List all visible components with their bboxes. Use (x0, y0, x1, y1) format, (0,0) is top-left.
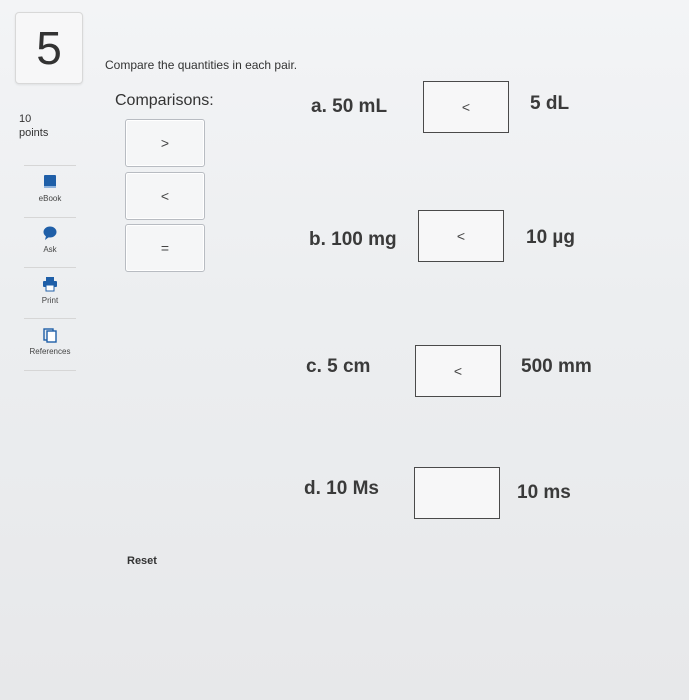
print-label: Print (41, 296, 59, 305)
references-icon (42, 327, 58, 343)
question-number-box (15, 12, 83, 84)
pair-c-left-value: 5 cm (327, 356, 371, 377)
print-button[interactable] (18, 276, 82, 320)
pair-b-left (309, 229, 397, 251)
sidebar-divider (24, 370, 76, 371)
pair-b-drop-zone[interactable]: < (418, 210, 504, 262)
pair-d-drop-zone[interactable] (414, 467, 500, 519)
points-value: 10 (19, 113, 32, 125)
pair-d-right-value: 10 ms (517, 482, 571, 503)
token-less-than[interactable]: < (125, 172, 205, 220)
ebook-label: eBook (38, 194, 62, 203)
book-icon (42, 174, 58, 190)
pair-b-right-value: 10 µg (526, 227, 575, 248)
pair-a-drop-zone[interactable]: < (423, 81, 509, 133)
pair-d-left-value: 10 Ms (326, 478, 379, 499)
ask-label: Ask (43, 245, 57, 254)
pair-a-right-value: 5 dL (530, 93, 570, 114)
pair-b-left-value: 100 mg (331, 229, 397, 250)
ask-button[interactable] (18, 225, 82, 269)
comparisons-title: Comparisons: (115, 92, 214, 109)
pair-a-letter: a. (311, 96, 327, 117)
question-prompt: Compare the quantities in each pair. (105, 58, 298, 72)
chat-bubble-icon (42, 225, 58, 241)
token-equal[interactable]: = (125, 224, 205, 272)
sidebar (0, 0, 98, 700)
ebook-button[interactable] (18, 174, 82, 218)
question-number: 5 (36, 22, 62, 74)
references-button[interactable] (18, 327, 82, 371)
printer-icon (42, 276, 58, 292)
sidebar-divider (24, 165, 76, 166)
pair-c-right-value: 500 mm (521, 356, 592, 377)
references-label: References (29, 347, 71, 356)
pair-d-left (304, 478, 379, 500)
pair-c-drop-zone[interactable]: < (415, 345, 501, 397)
sidebar-divider (24, 267, 76, 268)
points-label: points (19, 127, 49, 139)
reset-button[interactable]: Reset (127, 555, 157, 567)
pair-a-left (311, 96, 387, 118)
pair-c-left (306, 356, 370, 378)
sidebar-divider (24, 318, 76, 319)
points-info (19, 112, 48, 140)
pair-c-letter: c. (306, 356, 322, 377)
pair-a-left-value: 50 mL (332, 96, 388, 117)
sidebar-divider (24, 217, 76, 218)
pair-b-letter: b. (309, 229, 326, 250)
pair-d-letter: d. (304, 478, 321, 499)
token-greater-than[interactable]: > (125, 119, 205, 167)
